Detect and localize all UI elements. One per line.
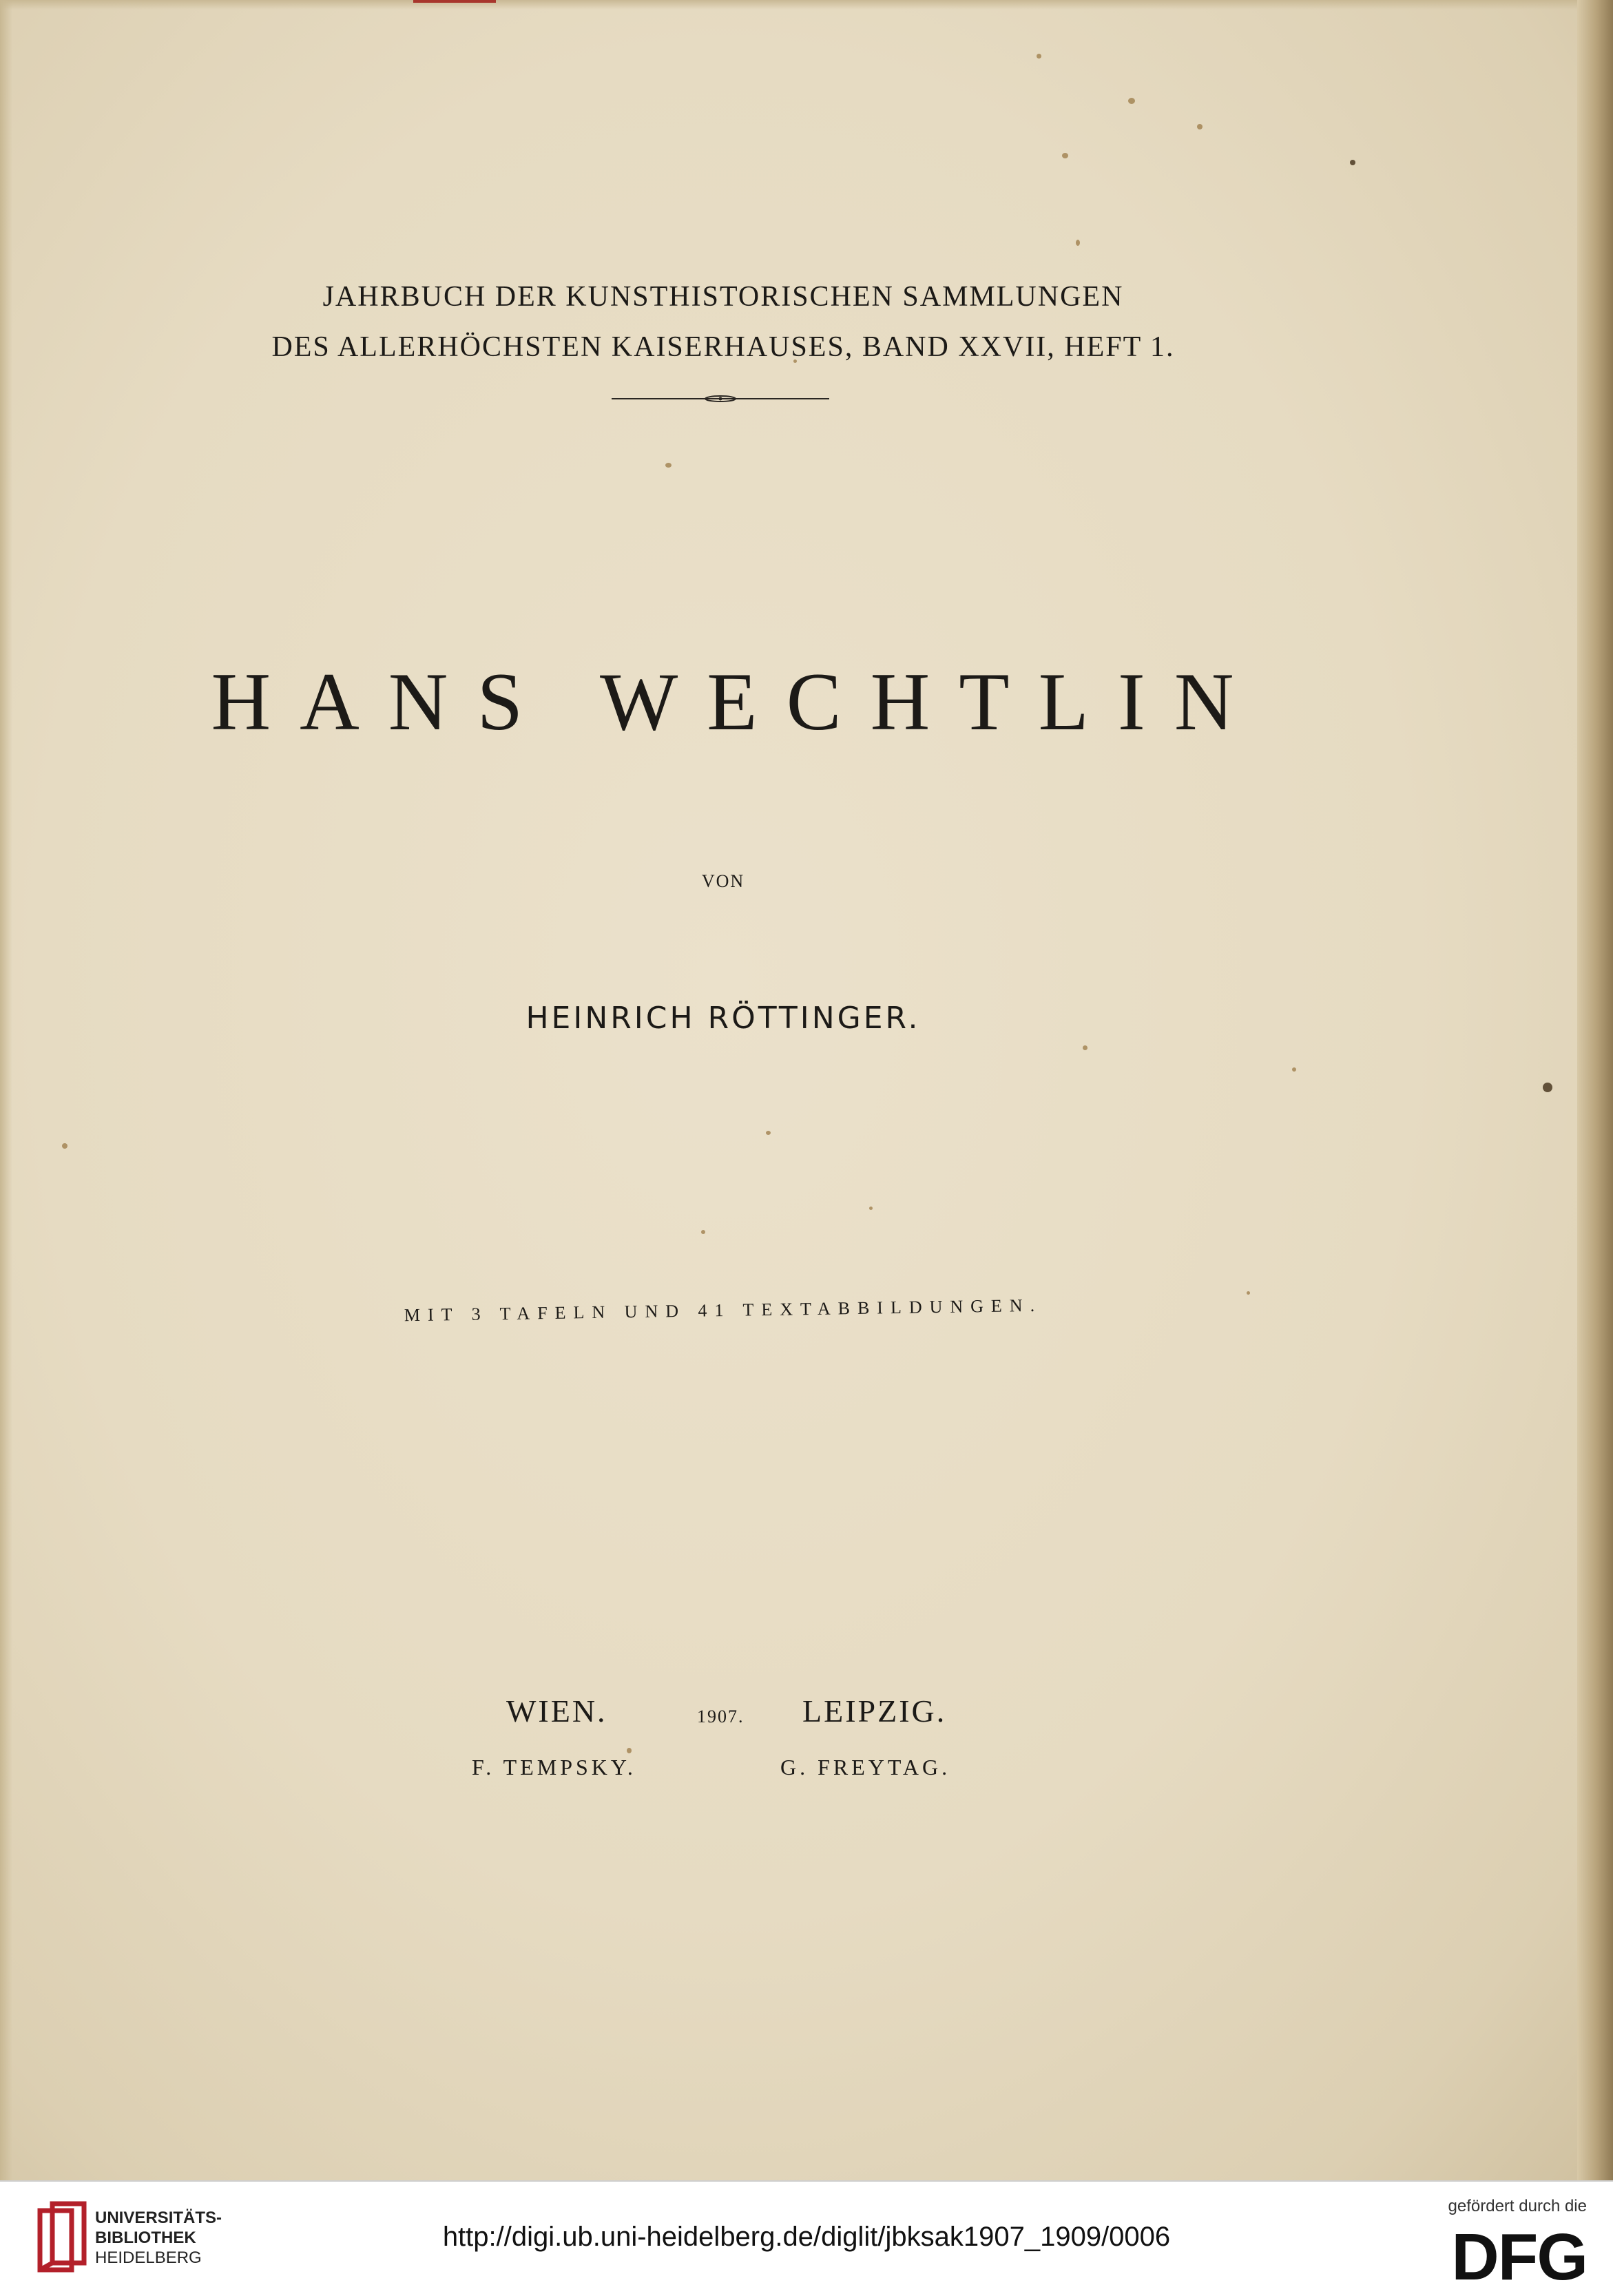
foxing-speck: [1076, 240, 1080, 246]
foxing-speck: [869, 1207, 873, 1210]
foxing-speck: [701, 1230, 705, 1234]
imprint-publisher-freytag: G. FREYTAG.: [780, 1755, 951, 1780]
foxing-speck: [766, 1131, 771, 1135]
page-right-edge: [1577, 0, 1613, 2180]
foxing-speck: [62, 1143, 67, 1149]
author-name: HEINRICH RÖTTINGER.: [525, 1001, 921, 1036]
foxing-speck: [1350, 160, 1355, 165]
dfg-logo: DFG: [1451, 2220, 1587, 2294]
page-top-edge: [0, 0, 1613, 10]
imprint-city-vienna: WIEN.: [506, 1693, 607, 1729]
contents-note: MIT 3 TAFELN UND 41 TEXTABBILDUNGEN.: [404, 1295, 1043, 1326]
library-name-line-2: BIBLIOTHEK: [95, 2229, 196, 2247]
imprint-year: 1907.: [697, 1707, 745, 1726]
binding-thread: [413, 0, 496, 3]
foxing-speck: [1543, 1083, 1552, 1092]
journal-title-line-1: JAHRBUCH DER KUNSTHISTORISCHEN SAMMLUNGEN: [322, 281, 1124, 313]
main-title: HANS WECHTLIN: [211, 656, 1263, 747]
ornamental-rule: [612, 394, 829, 404]
foxing-speck: [627, 1748, 632, 1753]
funding-caption: gefördert durch die: [1448, 2197, 1587, 2215]
foxing-speck: [1197, 124, 1203, 129]
foxing-speck: [1083, 1045, 1088, 1050]
permalink-url[interactable]: http://digi.ub.uni-heidelberg.de/diglit/jbksak1907_1909/0006: [442, 2222, 1171, 2252]
footer-bar: [0, 2180, 1613, 2296]
library-name-line-1: UNIVERSITÄTS-: [95, 2209, 222, 2227]
foxing-speck: [665, 463, 672, 468]
foxing-speck: [1062, 153, 1068, 158]
by-label: VON: [701, 871, 745, 891]
foxing-speck: [1037, 54, 1041, 59]
imprint-city-leipzig: LEIPZIG.: [802, 1693, 947, 1729]
library-name-line-3: HEIDELBERG: [95, 2248, 202, 2267]
imprint-publisher-tempsky: F. TEMPSKY.: [472, 1755, 636, 1780]
foxing-speck: [1128, 98, 1135, 104]
journal-title-line-2: DES ALLERHÖCHSTEN KAISERHAUSES, BAND XXVII, HEFT 1.: [271, 331, 1175, 363]
page-left-edge: [0, 0, 12, 2180]
foxing-speck: [1292, 1067, 1296, 1072]
